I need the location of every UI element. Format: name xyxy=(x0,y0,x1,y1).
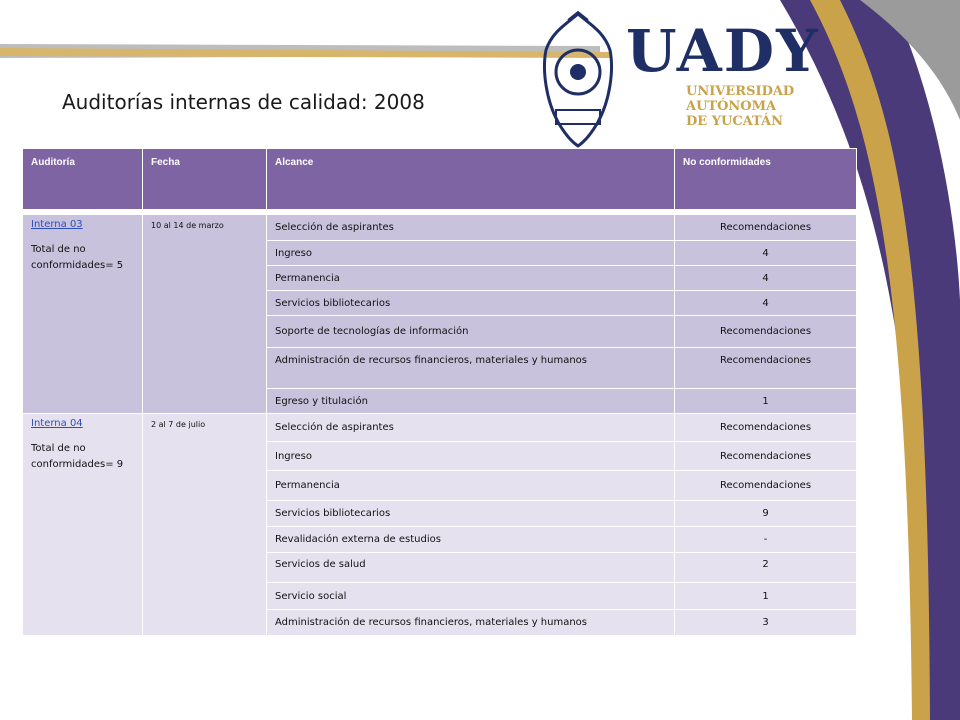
scope-cell: Soporte de tecnologías de información xyxy=(267,316,675,348)
scope-cell: Ingreso xyxy=(267,442,675,471)
nc-cell: Recomendaciones xyxy=(675,215,857,241)
header-fecha: Fecha xyxy=(143,149,267,210)
page-title: Auditorías internas de calidad: 2008 xyxy=(62,90,425,114)
scope-cell: Revalidación externa de estudios xyxy=(267,527,675,553)
nc-cell: Recomendaciones xyxy=(675,348,857,389)
nc-cell: Recomendaciones xyxy=(675,316,857,348)
nc-cell: 2 xyxy=(675,553,857,583)
scope-cell: Administración de recursos financieros, materiales y humanos xyxy=(267,348,675,389)
table-row xyxy=(23,215,857,241)
scope-cell: Permanencia xyxy=(267,266,675,291)
nc-cell: 4 xyxy=(675,291,857,316)
nc-cell: 1 xyxy=(675,583,857,610)
date-cell: 2 al 7 de julio xyxy=(143,414,267,636)
scope-cell: Ingreso xyxy=(267,241,675,266)
nc-cell: Recomendaciones xyxy=(675,471,857,501)
scope-cell: Selección de aspirantes xyxy=(267,414,675,442)
university-name-line-3: DE YUCATÁN xyxy=(686,114,783,129)
link-interna-03[interactable]: Interna 03 xyxy=(31,219,83,230)
audit-cell-interna-04 xyxy=(23,414,143,636)
nc-cell: Recomendaciones xyxy=(675,414,857,442)
audit-cell-interna-03 xyxy=(23,215,143,414)
nc-cell: 3 xyxy=(675,610,857,636)
nc-cell: 4 xyxy=(675,266,857,291)
scope-cell: Servicios bibliotecarios xyxy=(267,501,675,527)
scope-cell: Servicio social xyxy=(267,583,675,610)
scope-cell: Servicios de salud xyxy=(267,553,675,583)
total-no-conformidades: Total de no conformidades= 9 xyxy=(31,443,124,470)
header-auditoria: Auditoría xyxy=(23,149,143,210)
nc-cell: - xyxy=(675,527,857,553)
uady-wordmark: UADY xyxy=(626,17,820,85)
audit-table xyxy=(22,148,857,636)
nc-cell: 4 xyxy=(675,241,857,266)
nc-cell: 1 xyxy=(675,389,857,414)
header-no-conformidades: No conformidades xyxy=(675,149,857,210)
table-row xyxy=(23,414,857,442)
scope-cell: Permanencia xyxy=(267,471,675,501)
nc-cell: 9 xyxy=(675,501,857,527)
header-alcance: Alcance xyxy=(267,149,675,210)
scope-cell: Selección de aspirantes xyxy=(267,215,675,241)
university-emblem-icon xyxy=(538,10,618,150)
university-name-line-1: UNIVERSIDAD xyxy=(686,84,795,99)
link-interna-04[interactable]: Interna 04 xyxy=(31,418,83,429)
scope-cell: Servicios bibliotecarios xyxy=(267,291,675,316)
date-cell: 10 al 14 de marzo xyxy=(143,215,267,414)
university-name-line-2: AUTÓNOMA xyxy=(686,99,777,114)
nc-cell: Recomendaciones xyxy=(675,442,857,471)
table-header-row xyxy=(23,149,857,210)
total-no-conformidades: Total de no conformidades= 5 xyxy=(31,244,124,271)
university-name xyxy=(686,84,794,129)
scope-cell: Egreso y titulación xyxy=(267,389,675,414)
scope-cell: Administración de recursos financieros, materiales y humanos xyxy=(267,610,675,636)
